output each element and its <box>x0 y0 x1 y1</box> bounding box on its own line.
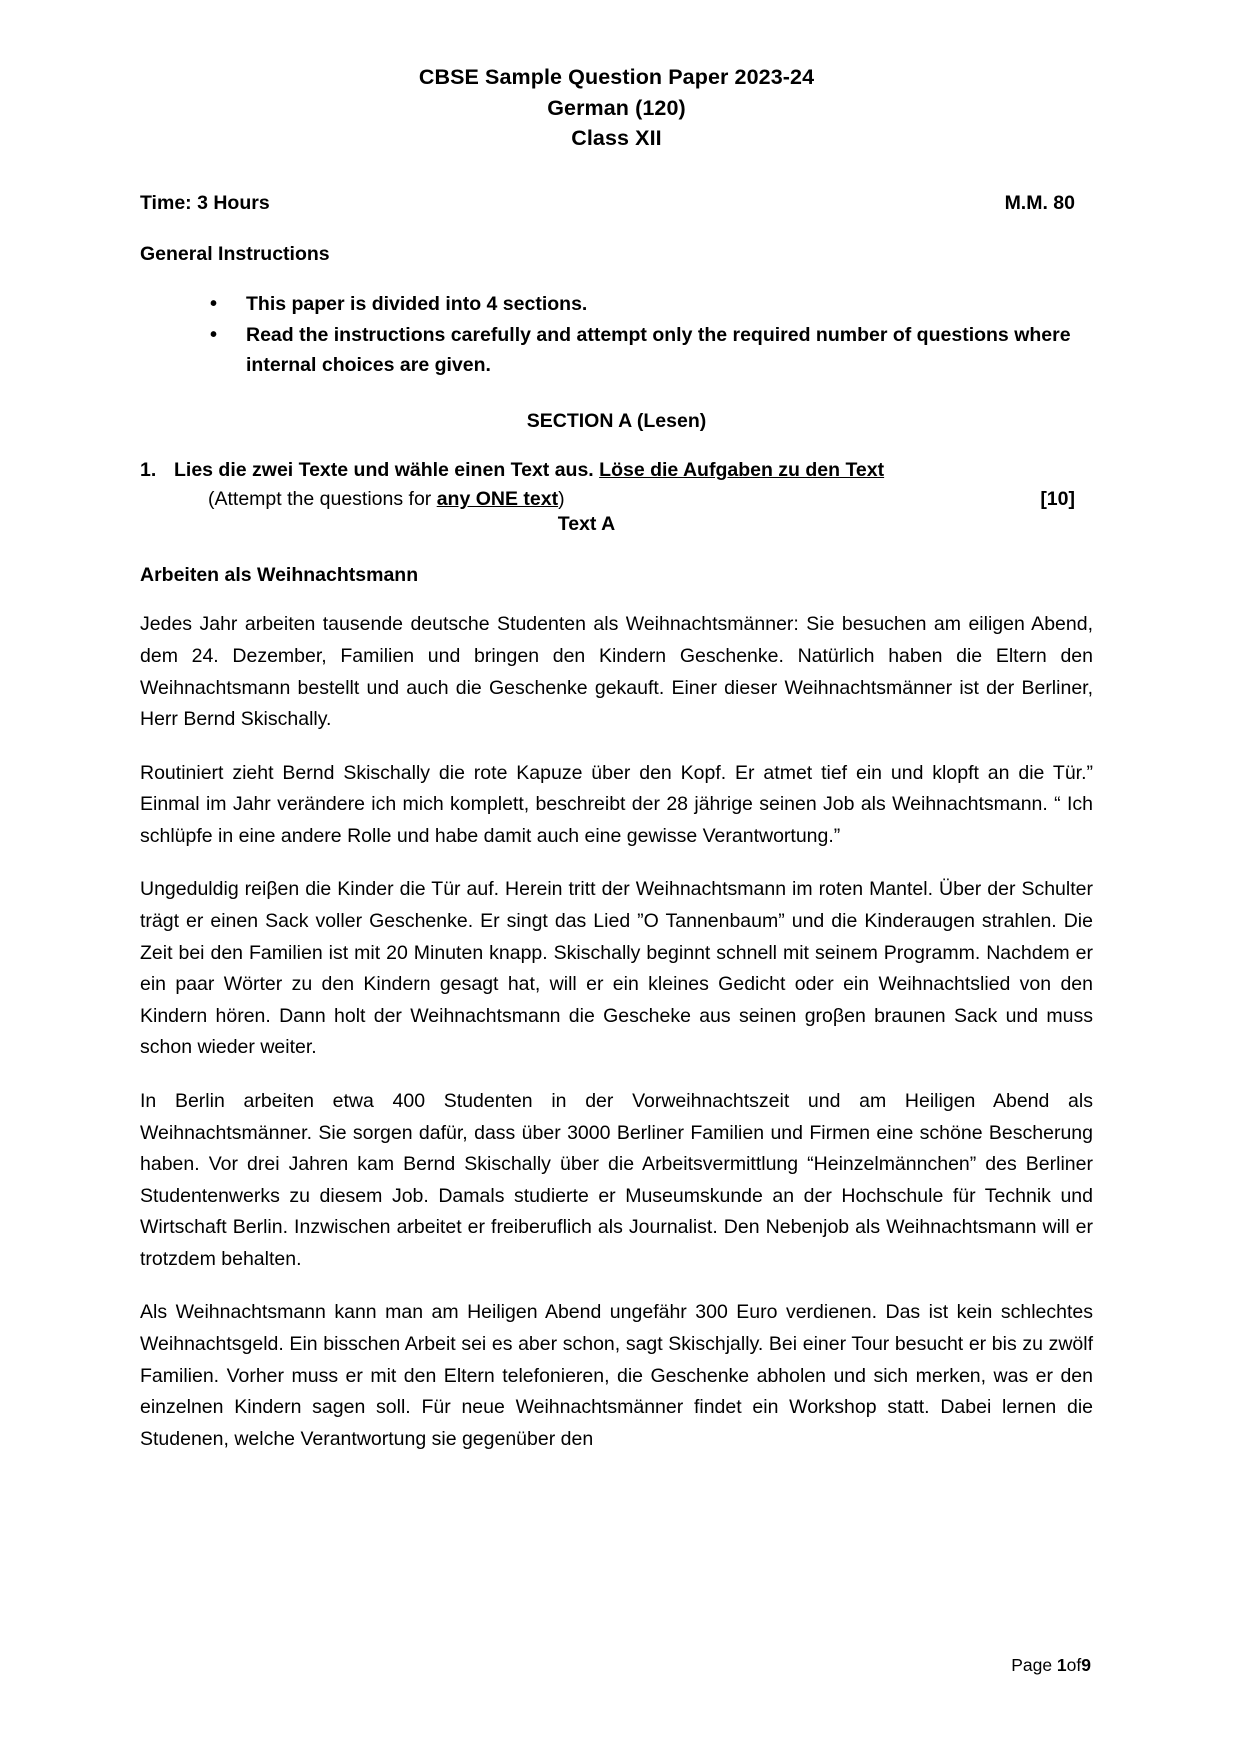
paper-title-line-1: CBSE Sample Question Paper 2023-24 <box>418 65 815 89</box>
paper-title-line-2: German (120) <box>547 95 686 120</box>
exam-max-marks: M.M. 80 <box>1004 191 1075 214</box>
section-a-heading: SECTION A (Lesen) <box>526 410 707 433</box>
subinstruction-prefix: (Attempt the questions for <box>208 488 437 511</box>
question-1-stem-text <box>174 459 1093 482</box>
page-footer <box>1011 1655 1091 1676</box>
question-1-stem-underlined: Löse die Aufgaben zu den Text <box>599 459 885 482</box>
instruction-item: • Read the instructions carefully and attempt only the required number of questions where internal choices are given. <box>210 321 1093 380</box>
general-instructions-heading: General Instructions <box>140 242 330 265</box>
question-1-subinstruction-row <box>140 488 1093 511</box>
footer-middle: of <box>1066 1655 1082 1675</box>
footer-page-number: 1 <box>1056 1655 1067 1675</box>
question-1-subinstruction <box>208 488 565 511</box>
general-instructions-list <box>140 290 1093 381</box>
subinstruction-emphasis: any ONE text <box>436 488 559 511</box>
question-1-stem <box>140 459 1093 482</box>
passage-title: Arbeiten als Weihnachtsmann <box>140 564 419 587</box>
question-1-block <box>140 459 1093 536</box>
instruction-item: • This paper is divided into 4 sections. <box>210 290 1093 320</box>
document-header <box>140 62 1093 154</box>
exam-meta-row <box>140 192 1093 215</box>
passage-paragraph: In Berlin arbeiten etwa 400 Studenten in der Vorweihnachtszeit und am Heiligen Abend als Weihnachtsmänner. Sie sorgen dafür, dass über 3000 Berliner Familien und Firmen eine schöne Bescherung haben. Vor drei Jahren kam Bernd Skischally über die Arbeitsvermittlung “Heinzelmännchen” des Berliner Studentenwerks zu diesem Job. Damals studierte er Museumskunde an der Hochschule für Technik und Wirtschaft Berlin. Inzwischen arbeitet er freiberuflich als Journalist. Den Nebenjob als Weihnachtsmann will er trotzdem behalten. <box>140 1089 1093 1270</box>
footer-total-pages: 9 <box>1081 1655 1091 1675</box>
passage-paragraph: Als Weihnachtsmann kann man am Heiligen Abend ungefähr 300 Euro verdienen. Das ist kein schlechtes Weihnachtsgeld. Ein bisschen Arbeit sei es aber schon, sagt Skischjally. Bei einer Tour besucht er bis zu zwölf Familien. Vorher muss er mit den Eltern telefonieren, die Geschenke abholen und sich merken, was er den einzelnen Kindern sagen soll. Für neue Weihnachtsmänner findet ein Workshop statt. Dabei lernen die Studenen, welche Verantwortung sie gegenüber den <box>140 1301 1093 1450</box>
question-1-stem-plain: Lies die zwei Texte und wähle einen Text aus. <box>174 459 600 482</box>
subinstruction-suffix: ) <box>558 488 565 511</box>
footer-prefix: Page <box>1011 1655 1057 1675</box>
question-1-marks: [10] <box>1040 488 1075 511</box>
passage-paragraph: Routiniert zieht Bernd Skischally die rote Kapuze über den Kopf. Er atmet tief ein und klopft an die Tür.” Einmal im Jahr verändere ich mich komplett, beschreibt der 28 jährige seinen Job als Weihnachtsmann. “ Ich schlüpfe in eine andere Rolle und habe damit auch eine gewisse Verantwortung.” <box>140 761 1093 847</box>
passage-paragraph: Jedes Jahr arbeiten tausende deutsche Studenten als Weihnachtsmänner: Sie besuchen am eiligen Abend, dem 24. Dezember, Familien und bringen den Kindern Geschenke. Natürlich haben die Eltern den Weihnachtsmann bestellt und auch die Geschenke gekauft. Einer dieser Weihnachtsmänner ist der Berliner, Herr Bernd Skischally. <box>140 613 1093 731</box>
question-1-number: 1. <box>140 459 157 482</box>
exam-duration: Time: 3 Hours <box>140 191 270 214</box>
paper-title-line-3: Class XII <box>571 126 662 151</box>
text-a-label: Text A <box>557 513 616 536</box>
passage-paragraph: Ungeduldig reiβen die Kinder die Tür auf. Herein tritt der Weihnachtsmann im roten Mantel. Über der Schulter trägt er einen Sack voller Geschenke. Er singt das Lied ”O Tannenbaum” und die Kinderaugen strahlen. Die Zeit bei den Familien ist mit 20 Minuten knapp. Skischally beginnt schnell mit seinem Programm. Nachdem er ein paar Wörter zu den Kindern gesagt hat, will er ein kleines Gedicht oder ein Weihnachtslied von den Kindern hören. Dann holt der Weihnachtsmann die Gescheke aus seinen groβen braunen Sack und muss schon wieder weiter. <box>140 878 1093 1059</box>
